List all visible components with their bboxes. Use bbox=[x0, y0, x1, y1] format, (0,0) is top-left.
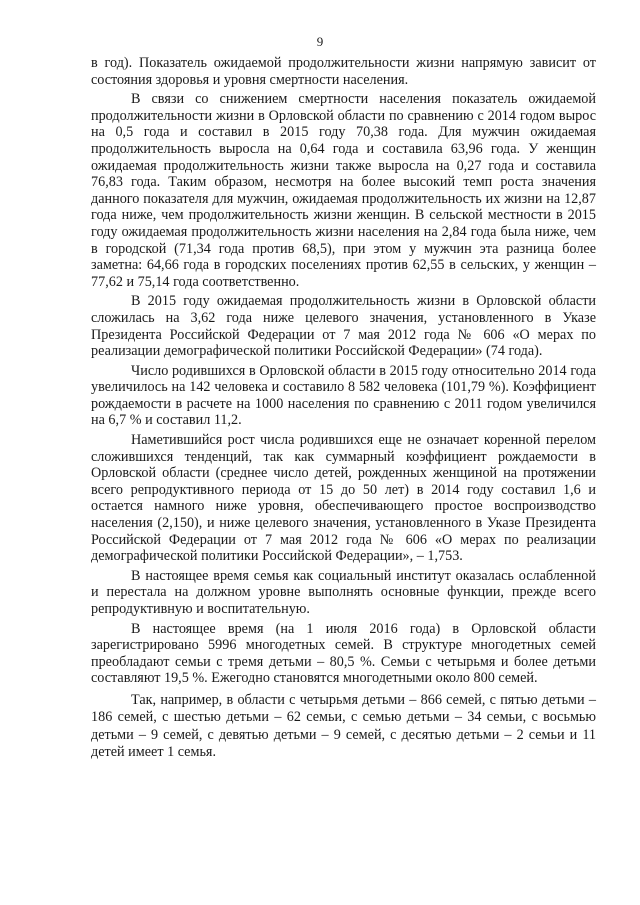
paragraph-family-institute: В настоящее время семья как социальный институт оказалась ослабленной и перестала на должном уровне выполнять основные функции, прежде всего репродуктивную и воспитательную. bbox=[91, 567, 596, 617]
paragraph-target-value: В 2015 году ожидаемая продолжительность жизни в Орловской области сложилась на 3,62 года ниже целевого значения, установленного в Указе Президента Российской Федерации от 7 мая 2012 года № 606 «О мерах по реализации демографической политики Российской Федерации» (74 года). bbox=[91, 293, 596, 360]
paragraph-life-expectancy-intro: в год). Показатель ожидаемой продолжительности жизни напрямую зависит от состояния здоровья и уровня смертности населения. bbox=[91, 55, 596, 88]
page-number: 9 bbox=[316, 34, 324, 49]
paragraph-families-by-children: Так, например, в области с четырьмя детьми – 866 семей, с пятью детьми – 186 семей, с шестью детьми – 62 семьи, с семью детьми – 34 семьи, с восьмью детьми – 9 семей, с девятью детьми – 9 семей, с десятью детьми – 2 семьи и 11 детей имеет 1 семья. bbox=[91, 691, 596, 761]
paragraph-life-expectancy-growth: В связи со снижением смертности населения показатель ожидаемой продолжительности жизни в Орловской области по сравнению с 2014 годом вырос на 0,5 года и составил в 2015 году 70,38 года. Для мужчин ожидаемая продолжительность выросла на 0,64 года и составила 63,96 года. У женщин ожидаемая продолжительность жизни также выросла на 0,27 года и составила 76,83 года. Таким образом, несмотря на более высокий темп роста значения данного показателя для мужчин, ожидаемая продолжительность их жизни на 12,87 года ниже, чем продолжительность жизни женщин. В сельской местности в 2015 году ожидаемая продолжительность жизни населения на 2,84 года была ниже, чем в городской (71,34 года против 68,5), при этом у мужчин эта разница более заметна: 64,66 года в городских поселениях против 62,55 в сельских, у женщин – 77,62 и 75,14 года соответственно. bbox=[91, 91, 596, 290]
paragraph-fertility-rate: Наметившийся рост числа родившихся еще не означает коренной перелом сложившихся тенденций, так как суммарный коэффициент рождаемости в Орловской области (среднее число детей, рожденных женщиной на протяжении всего репродуктивного периода от 15 до 50 лет) в 2014 году составил 1,6 и остается намного ниже уровня, обеспечивающего простое воспроизводство населения (2,150), и ниже целевого значения, установленного в Указе Президента Российской Федерации от 7 мая 2012 года № 606 «О мерах по реализации демографической политики Российской Федерации», – 1,753. bbox=[91, 432, 596, 565]
paragraph-large-families: В настоящее время (на 1 июля 2016 года) в Орловской области зарегистрировано 5996 многодетных семей. В структуре многодетных семей преобладают семьи с тремя детьми – 80,5 %. Семьи с четырьмя и более детьми составляют 19,5 %. Ежегодно становятся многодетными около 800 семей. bbox=[91, 620, 596, 687]
document-body bbox=[91, 55, 596, 762]
paragraph-births: Число родившихся в Орловской области в 2015 году относительно 2014 года увеличилось на 142 человека и составило 8 582 человека (101,79 %). Коэффициент рождаемости в расчете на 1000 населения по сравнению с 2011 годом увеличился на 6,7 % и составил 11,2. bbox=[91, 362, 596, 429]
